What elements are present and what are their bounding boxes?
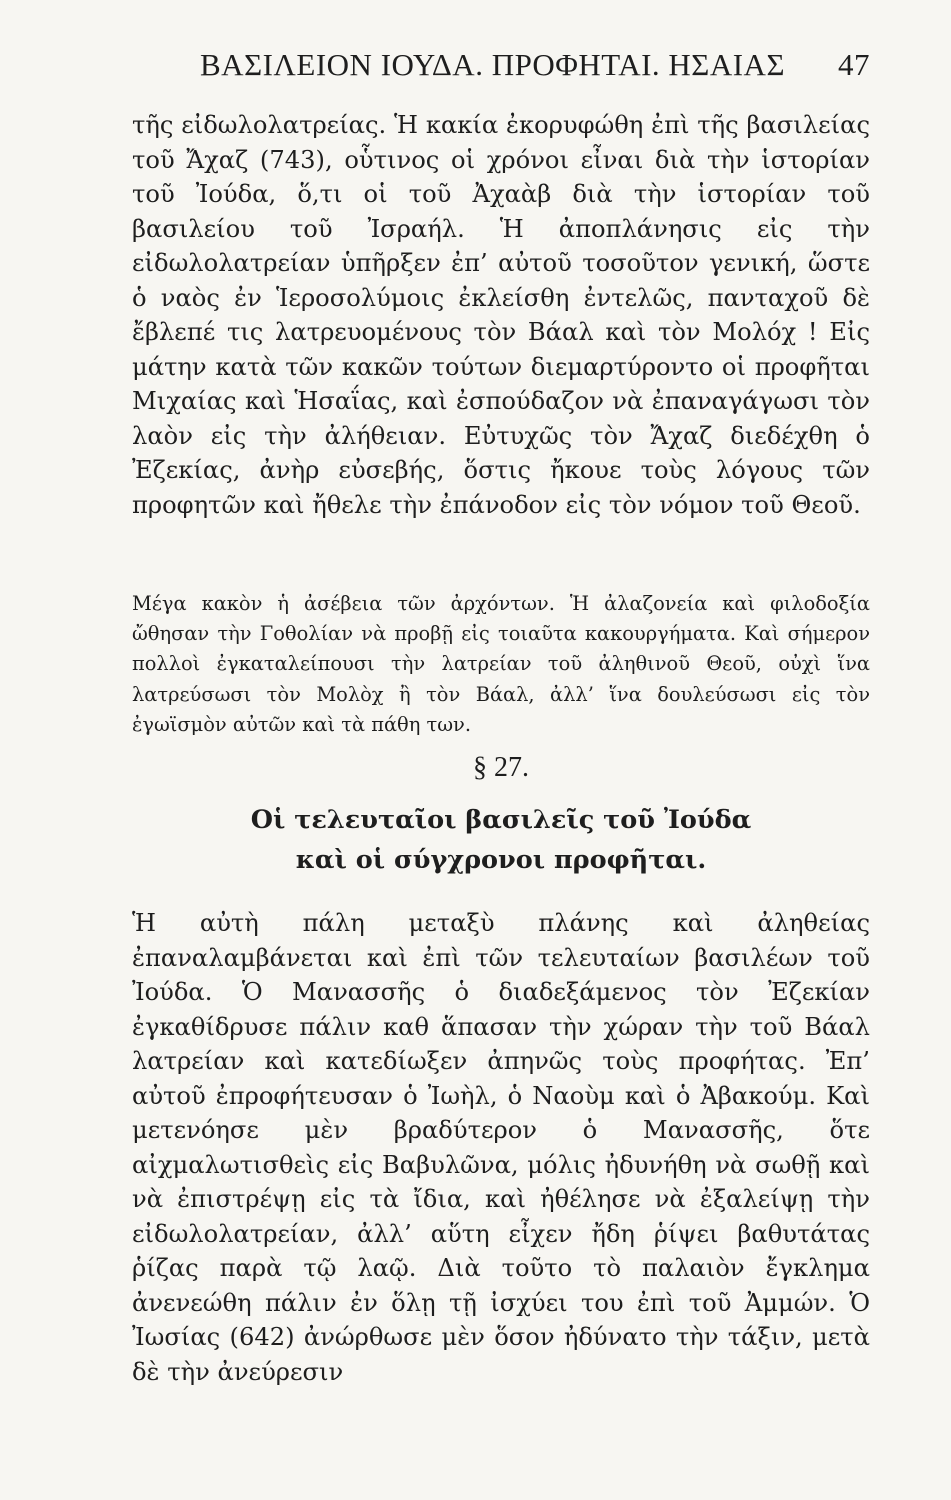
paragraph-block-1 (132, 108, 870, 522)
page-header (200, 40, 870, 90)
note-paragraph: Μέγα κακὸν ἡ ἀσέβεια τῶν ἀρχόντων. Ἡ ἀλαζονεία καὶ φιλοδοξία ὤθησαν τὴν Γοθολίαν νὰ προβῇ εἰς τοιαῦτα κακουργήματα. Καὶ σήμερον πολλοὶ ἐγκαταλείπουσι τὴν λατρείαν τοῦ ἀληθινοῦ Θεοῦ, οὐχὶ ἵνα λατρεύσωσι τὸν Μολὸχ ἢ τὸν Βάαλ, ἀλλ’ ἵνα δουλεύσωσι εἰς τὸν ἐγωϊσμὸν αὐτῶν καὶ τὰ πάθη των. (132, 592, 870, 736)
section-number-text: § 27. (473, 752, 529, 783)
section-heading (132, 800, 870, 880)
body-paragraph: τῆς εἰδωλολατρείας. Ἡ κακία ἐκορυφώθη ἐπὶ τῆς βασιλείας τοῦ Ἄχαζ (743), οὗτινος οἱ χρόνοι εἶναι διὰ τὴν ἱστορίαν τοῦ Ἰούδα, ὅ,τι οἱ τοῦ Ἀχαὰβ διὰ τὴν ἱστορίαν τοῦ βασιλείου τοῦ Ἰσραήλ. Ἡ ἀποπλάνησις εἰς τὴν εἰδωλολατρείαν ὑπῆρξεν ἐπ’ αὐτοῦ τοσοῦτον γενική, ὥστε ὁ ναὸς ἐν Ἱεροσολύμοις ἐκλείσθη ἐντελῶς, πανταχοῦ δὲ ἔβλεπέ τις λατρευομένους τὸν Βάαλ καὶ τὸν Μολόχ ! Εἰς μάτην κατὰ τῶν κακῶν τούτων διεμαρτύροντο οἱ προφῆται Μιχαίας καὶ Ἡσαΐας, καὶ ἐσπούδαζον νὰ ἐπαναγάγωσι τὸν λαὸν εἰς τὴν ἀλήθειαν. Εὐτυχῶς τὸν Ἄχαζ διεδέχθη ὁ Ἐζεκίας, ἀνὴρ εὐσεβής, ὅστις ἤκουε τοὺς λόγους τῶν προφητῶν καὶ ἤθελε τὴν ἐπάνοδον εἰς τὸν νόμον τοῦ Θεοῦ. (132, 111, 870, 519)
section-title-line-2: καὶ οἱ σύγχρονοι προφῆται. (295, 845, 707, 875)
section-number (132, 752, 870, 784)
page-number: 47 (838, 47, 870, 82)
section-title (132, 800, 870, 880)
paragraph-block-2 (132, 906, 870, 1389)
note-block (132, 589, 870, 740)
running-title: ΒΑΣΙΛΕΙΟΝ ΙΟΥΔΑ. ΠΡΟΦΗΤΑΙ. ΗΣΑΙΑΣ (200, 47, 785, 82)
body-paragraph: Ἡ αὐτὴ πάλη μεταξὺ πλάνης καὶ ἀληθείας ἐπαναλαμβάνεται καὶ ἐπὶ τῶν τελευταίων βασιλέων τοῦ Ἰούδα. Ὁ Μανασσῆς ὁ διαδεξάμενος τὸν Ἐζεκίαν ἐγκαθίδρυσε πάλιν καθ ἅπασαν τὴν χώραν τὴν τοῦ Βάαλ λατρείαν καὶ κατεδίωξεν ἀπηνῶς τοὺς προφήτας. Ἐπ’ αὐτοῦ ἐπροφήτευσαν ὁ Ἰωὴλ, ὁ Ναοὺμ καὶ ὁ Ἀβακούμ. Καὶ μετενόησε μὲν βραδύτερον ὁ Μανασσῆς, ὅτε αἰχμαλωτισθεὶς εἰς Βαβυλῶνα, μόλις ἠδυνήθη νὰ σωθῇ καὶ νὰ ἐπιστρέψῃ εἰς τὰ ἴδια, καὶ ἠθέλησε νὰ ἐξαλείψῃ τὴν εἰδωλολατρείαν, ἀλλ’ αὕτη εἶχεν ἤδη ῥίψει βαθυτάτας ῥίζας παρὰ τῷ λαῷ. Διὰ τοῦτο τὸ παλαιὸν ἔγκλημα ἀνενεώθη πάλιν ἐν ὅλῃ τῇ ἰσχύει του ἐπὶ τοῦ Ἀμμών. Ὁ Ἰωσίας (642) ἀνώρθωσε μὲν ὅσον ἠδύνατο τὴν τάξιν, μετὰ δὲ τὴν ἀνεύρεσιν (132, 909, 870, 1386)
section-title-line-1: Οἱ τελευταῖοι βασιλεῖς τοῦ Ἰούδα (250, 805, 752, 835)
